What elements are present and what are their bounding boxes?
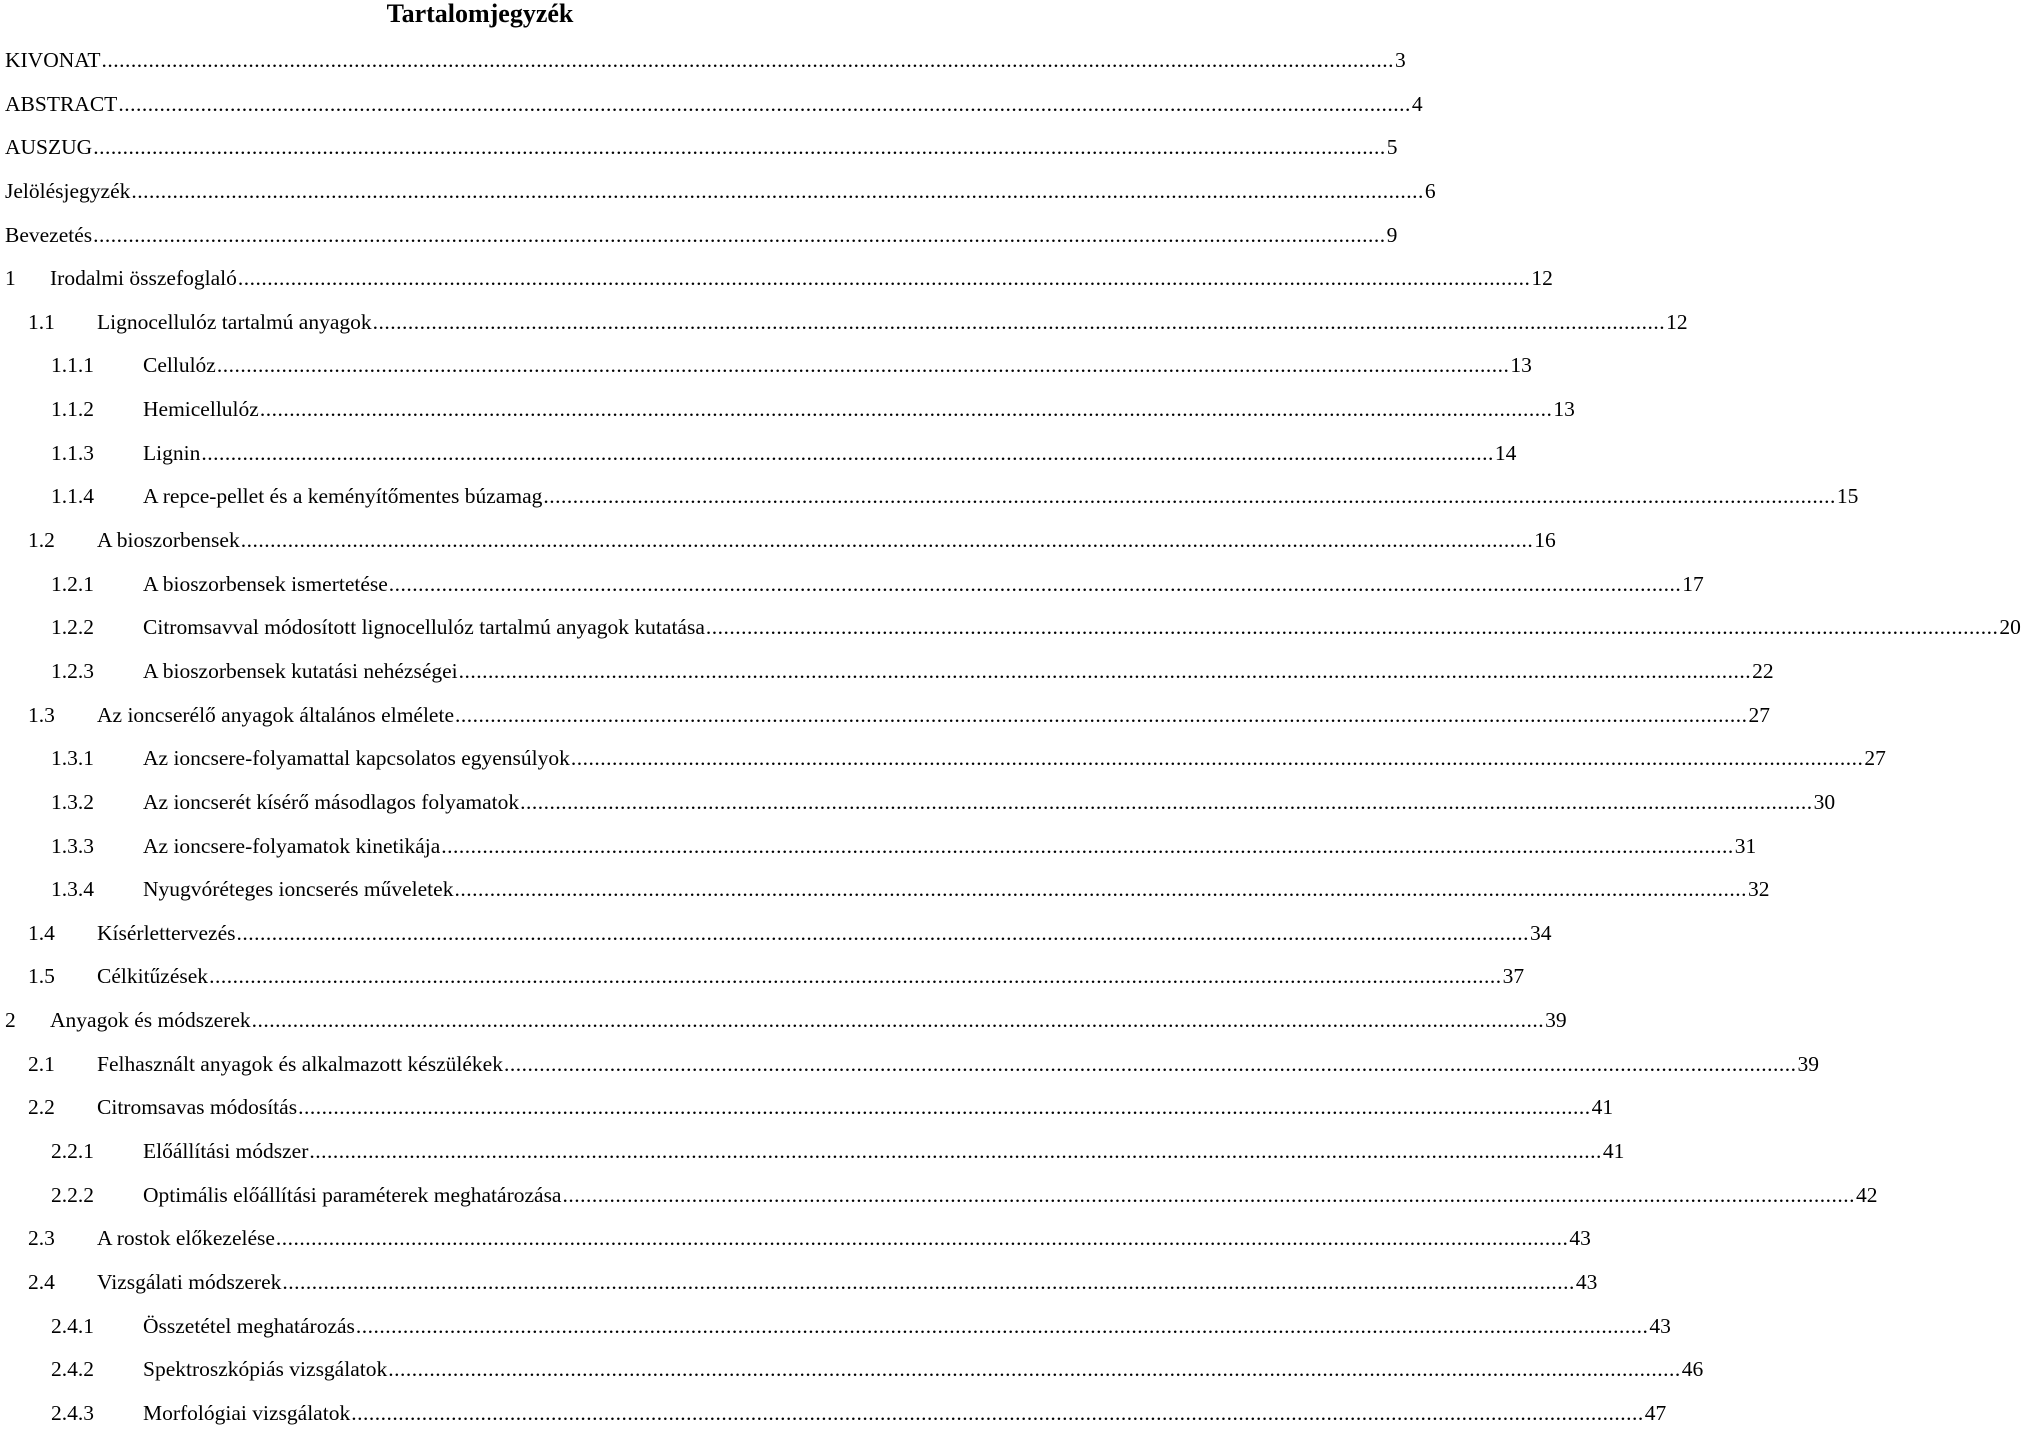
toc-entry[interactable] — [0, 1217, 1591, 1261]
toc-entry[interactable] — [0, 475, 1859, 519]
toc-entry-number: 1.2.1 — [51, 571, 94, 596]
dot-leader: ............................................................................................................................................................................................................................ — [520, 789, 1813, 814]
toc-entry-title: A bioszorbensek — [97, 528, 240, 553]
dot-leader: ............................................................................................................................................................................................................................ — [282, 1269, 1575, 1294]
toc-entry-number: 1.1.3 — [51, 440, 94, 465]
toc-entry[interactable] — [0, 257, 1553, 301]
toc-entry-number: 2.1 — [28, 1051, 55, 1076]
toc-entry-title: A repce-pellet és a keményítőmentes búzamag — [143, 484, 543, 509]
toc-entry-title: Cellulóz — [143, 353, 216, 378]
toc-entry-title: Előállítási módszer — [143, 1139, 309, 1164]
toc-entry-number: 1.1.2 — [51, 397, 94, 422]
toc-entry-number: 2 — [5, 1008, 16, 1033]
toc-entry-title: Irodalmi összefoglaló — [50, 266, 237, 291]
dot-leader: ............................................................................................................................................................................................................................ — [131, 178, 1424, 203]
toc-entry[interactable] — [0, 825, 1757, 869]
toc-entry-title: AUSZUG — [5, 135, 93, 160]
toc-entry-number: 1.1 — [28, 309, 55, 334]
toc-entry-title: ABSTRACT — [5, 91, 118, 116]
toc-entry-title: Morfológiai vizsgálatok — [143, 1400, 351, 1425]
toc-entry-title: Anyagok és módszerek — [50, 1008, 251, 1033]
toc-entry-page-number: 42 — [1855, 1182, 1878, 1207]
toc-entry-title: A rostok előkezelése — [97, 1226, 275, 1251]
toc-entry[interactable] — [0, 83, 1423, 127]
toc-entry[interactable] — [0, 781, 1836, 825]
toc-entry-title: KIVONAT — [5, 48, 101, 72]
toc-entry-page-number: 16 — [1534, 528, 1556, 553]
dot-leader: ............................................................................................................................................................................................................................ — [562, 1182, 1855, 1207]
toc-entry-title: Az ioncsere-folyamattal kapcsolatos egyensúlyok — [143, 746, 570, 771]
toc-entry-title: Az ioncserélő anyagok általános elmélete — [97, 702, 454, 727]
dot-leader: ............................................................................................................................................................................................................................ — [372, 309, 1666, 334]
toc-entry-page-number: 12 — [1666, 309, 1688, 334]
toc-entry[interactable] — [0, 1086, 1614, 1130]
toc-entry-page-number: 17 — [1682, 571, 1704, 596]
toc-entry-page-number: 13 — [1553, 397, 1575, 422]
toc-entry-page-number: 32 — [1747, 877, 1770, 902]
toc-entry-number: 2.2 — [28, 1095, 55, 1120]
toc-entry[interactable] — [0, 1174, 1878, 1218]
toc-entry[interactable] — [0, 519, 1556, 563]
toc-entry-title: Kísérlettervezés — [97, 920, 236, 945]
dot-leader: ............................................................................................................................................................................................................................ — [441, 833, 1734, 858]
toc-entry-title: A bioszorbensek kutatási nehézségei — [143, 658, 458, 683]
toc-entry-title: Optimális előállítási paraméterek meghatározása — [143, 1182, 562, 1207]
toc-entry-page-number: 46 — [1681, 1357, 1704, 1382]
dot-leader: ............................................................................................................................................................................................................................ — [570, 746, 1864, 771]
toc-entry-page-number: 30 — [1813, 789, 1836, 814]
dot-leader: ............................................................................................................................................................................................................................ — [237, 266, 1531, 291]
toc-entry-page-number: 41 — [1591, 1095, 1614, 1120]
toc-entry-title: Az ioncserét kísérő másodlagos folyamatok — [143, 789, 520, 814]
toc-entry-page-number: 15 — [1836, 484, 1859, 509]
toc-entry[interactable] — [0, 214, 1398, 258]
toc-entry[interactable] — [0, 737, 1886, 781]
toc-entry-title: Hemicellulóz — [143, 397, 259, 422]
toc-entry[interactable] — [0, 563, 1704, 607]
dot-leader: ............................................................................................................................................................................................................................ — [216, 353, 1510, 378]
toc-entry-page-number: 37 — [1502, 964, 1525, 989]
toc-entry[interactable] — [0, 650, 1774, 694]
toc-entry-page-number: 27 — [1864, 746, 1886, 771]
toc-entry-page-number: 39 — [1545, 1008, 1567, 1033]
toc-entry-page-number: 13 — [1510, 353, 1532, 378]
dot-leader: ............................................................................................................................................................................................................................ — [355, 1313, 1649, 1338]
dot-leader: ............................................................................................................................................................................................................................ — [93, 135, 1386, 160]
toc-entry[interactable] — [0, 955, 1525, 999]
toc-entry-title: Jelölésjegyzék — [5, 178, 131, 203]
toc-entry-title: Célkitűzések — [97, 964, 209, 989]
toc-entry-number: 1.3.3 — [51, 833, 94, 858]
toc-entry-page-number: 43 — [1649, 1313, 1671, 1338]
toc-entry-page-number: 6 — [1424, 178, 1436, 203]
dot-leader: ............................................................................................................................................................................................................................ — [458, 658, 1752, 683]
dot-leader: ............................................................................................................................................................................................................................ — [236, 920, 1529, 945]
toc-entry[interactable] — [0, 344, 1532, 388]
dot-leader: ............................................................................................................................................................................................................................ — [101, 48, 1395, 72]
toc-entry-page-number: 47 — [1644, 1400, 1667, 1425]
toc-entry-number: 1.3.1 — [51, 746, 94, 771]
toc-entry-title: Nyugvóréteges ioncserés műveletek — [143, 877, 454, 902]
toc-entry-title: Bevezetés — [5, 222, 93, 247]
dot-leader: ............................................................................................................................................................................................................................ — [93, 222, 1386, 247]
dot-leader: ............................................................................................................................................................................................................................ — [351, 1400, 1644, 1425]
toc-entry-number: 1.2.3 — [51, 658, 94, 683]
dot-leader: ............................................................................................................................................................................................................................ — [388, 1357, 1681, 1382]
toc-entry-number: 2.2.2 — [51, 1182, 94, 1207]
toc-entry-page-number: 4 — [1411, 91, 1423, 116]
toc-entry[interactable] — [0, 1261, 1598, 1305]
toc-entry-page-number: 12 — [1531, 266, 1553, 291]
dot-leader: ............................................................................................................................................................................................................................ — [209, 964, 1502, 989]
toc-entry-page-number: 39 — [1797, 1051, 1819, 1076]
toc-entry[interactable] — [0, 1392, 1667, 1436]
toc-entry-page-number: 41 — [1602, 1139, 1625, 1164]
toc-entry-page-number: 9 — [1386, 222, 1398, 247]
toc-entry-page-number: 14 — [1494, 440, 1517, 465]
toc-entry[interactable] — [0, 39, 1406, 83]
toc-entry[interactable] — [0, 1130, 1625, 1174]
toc-entry-page-number: 22 — [1752, 658, 1774, 683]
toc-entry-number: 1.3 — [28, 702, 55, 727]
dot-leader: ............................................................................................................................................................................................................................ — [388, 571, 1682, 596]
toc-entry-title: Vizsgálati módszerek — [97, 1269, 282, 1294]
toc-entry[interactable] — [0, 388, 1575, 432]
dot-leader: ............................................................................................................................................................................................................................ — [275, 1226, 1569, 1251]
toc-entry[interactable] — [0, 1043, 1819, 1087]
toc-entry-number: 1.5 — [28, 964, 55, 989]
toc-entry[interactable] — [0, 170, 1436, 214]
toc-entry[interactable] — [0, 912, 1552, 956]
toc-entry-title: Citromsavval módosított lignocellulóz tartalmú anyagok kutatása — [143, 615, 705, 640]
dot-leader: ............................................................................................................................................................................................................................ — [454, 877, 1747, 902]
toc-entry[interactable] — [0, 1305, 1671, 1349]
toc-entry-title: Citromsavas módosítás — [97, 1095, 298, 1120]
dot-leader: ............................................................................................................................................................................................................................ — [503, 1051, 1797, 1076]
toc-entry[interactable] — [0, 1348, 1704, 1392]
dot-leader: ............................................................................................................................................................................................................................ — [543, 484, 1836, 509]
toc-entry-page-number: 34 — [1529, 920, 1552, 945]
toc-entry[interactable] — [0, 606, 2021, 650]
toc-entry-number: 2.3 — [28, 1226, 55, 1251]
toc-entry-page-number: 5 — [1386, 135, 1398, 160]
toc-entry-number: 2.4 — [28, 1269, 55, 1294]
toc-entry[interactable] — [0, 126, 1398, 170]
dot-leader: ............................................................................................................................................................................................................................ — [705, 615, 1999, 640]
toc-entry[interactable] — [0, 694, 1770, 738]
dot-leader: ............................................................................................................................................................................................................................ — [298, 1095, 1591, 1120]
dot-leader: ............................................................................................................................................................................................................................ — [251, 1008, 1545, 1033]
toc-entry[interactable] — [0, 301, 1688, 345]
toc-entry-page-number: 27 — [1748, 702, 1770, 727]
toc-entry-number: 1.4 — [28, 920, 55, 945]
dot-leader: ............................................................................................................................................................................................................................ — [455, 702, 1748, 727]
toc-entry-title: A bioszorbensek ismertetése — [143, 571, 388, 596]
toc-entry-number: 1.3.2 — [51, 789, 94, 814]
toc-entry-title: Felhasznált anyagok és alkalmazott készülékek — [97, 1051, 503, 1076]
dot-leader: ............................................................................................................................................................................................................................ — [240, 528, 1534, 553]
toc-entry-page-number: 20 — [1999, 615, 2021, 640]
toc-entry-number: 1.2 — [28, 528, 55, 553]
dot-leader: ............................................................................................................................................................................................................................ — [309, 1139, 1602, 1164]
toc-entry-title: Lignin — [143, 440, 201, 465]
toc-entry-title: Összetétel meghatározás — [143, 1313, 355, 1338]
toc-entry-number: 2.4.1 — [51, 1313, 94, 1338]
toc-entry-number: 1 — [5, 266, 16, 291]
toc-entry-number: 2.2.1 — [51, 1139, 94, 1164]
toc-entry-page-number: 43 — [1575, 1269, 1598, 1294]
dot-leader: ............................................................................................................................................................................................................................ — [259, 397, 1553, 422]
dot-leader: ............................................................................................................................................................................................................................ — [118, 91, 1411, 116]
toc-entry[interactable] — [0, 868, 1770, 912]
toc-entry-number: 1.1.4 — [51, 484, 94, 509]
toc-entry-number: 2.4.3 — [51, 1400, 94, 1425]
toc-entry-title: Spektroszkópiás vizsgálatok — [143, 1357, 388, 1382]
toc-entry-title: Az ioncsere-folyamatok kinetikája — [143, 833, 441, 858]
dot-leader: ............................................................................................................................................................................................................................ — [201, 440, 1494, 465]
toc-entry-page-number: 43 — [1569, 1226, 1591, 1251]
toc-entry-page-number: 3 — [1395, 48, 1406, 72]
toc-entry-number: 1.3.4 — [51, 877, 94, 902]
toc-list — [0, 39, 2021, 1436]
toc-entry[interactable] — [0, 999, 1567, 1043]
toc-entry-page-number: 31 — [1734, 833, 1757, 858]
toc-entry[interactable] — [0, 432, 1517, 476]
page-title: Tartalomjegyzék — [386, 0, 574, 28]
toc-entry-number: 2.4.2 — [51, 1357, 94, 1382]
toc-entry-title: Lignocellulóz tartalmú anyagok — [97, 309, 372, 334]
toc-entry-number: 1.2.2 — [51, 615, 94, 640]
toc-entry-number: 1.1.1 — [51, 353, 94, 378]
